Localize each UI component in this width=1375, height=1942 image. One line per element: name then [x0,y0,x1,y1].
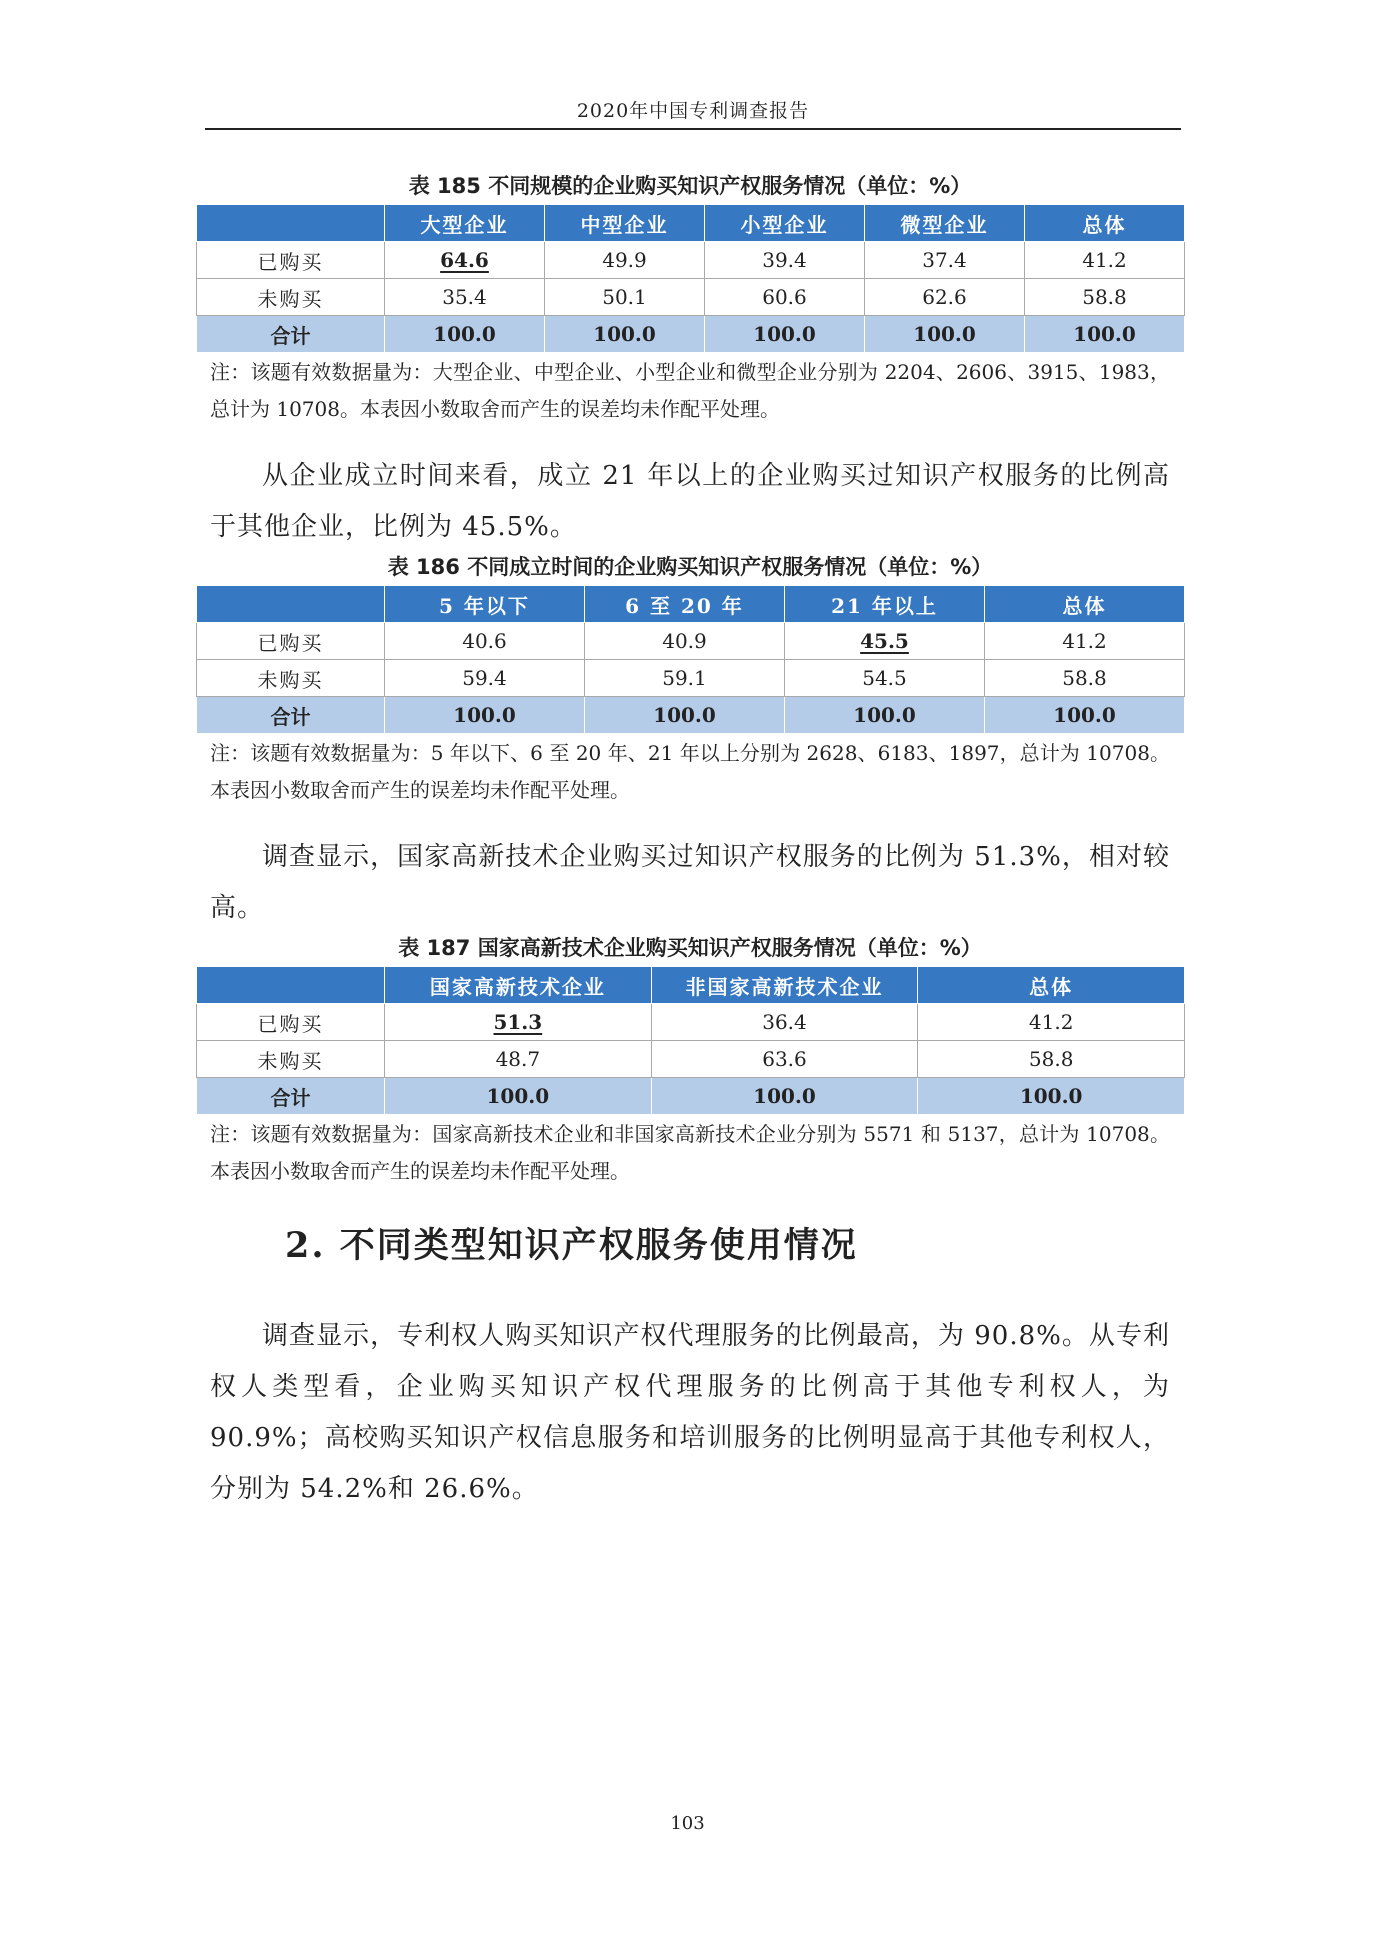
row-label: 已购买 [197,242,385,279]
table-corner-cell [197,205,385,242]
page-number: 103 [670,1813,705,1834]
table-cell: 58.8 [1025,279,1185,316]
column-header: 大型企业 [385,205,545,242]
table-cell: 100.0 [705,316,865,353]
row-label: 已购买 [197,623,385,660]
table-cell: 100.0 [651,1078,918,1115]
body-paragraph: 从企业成立时间来看，成立 21 年以上的企业购买过知识产权服务的比例高于其他企业，比例为 45.5%。 [210,461,1170,542]
table-cell: 50.1 [545,279,705,316]
running-header: 2020年中国专利调查报告 [576,100,810,122]
table-header-row [197,967,1185,1004]
column-header: 21 年以上 [785,586,985,623]
column-header: 6 至 20 年 [585,586,785,623]
table-187-note: 注：该题有效数据量为：国家高新技术企业和非国家高新技术企业分别为 5571 和 5137，总计为 10708。本表因小数取舍而产生的误差均未作配平处理。 [210,1122,1170,1183]
table-187-caption: 表 187 国家高新技术企业购买知识产权服务情况（单位：%） [398,936,982,960]
table-cell: 39.4 [705,242,865,279]
row-label: 未购买 [197,1041,385,1078]
column-header: 微型企业 [865,205,1025,242]
header-rule [205,128,1181,130]
highlighted-value: 64.6 [440,248,489,272]
section-heading: 2. 不同类型知识产权服务使用情况 [285,1225,858,1266]
column-header: 5 年以下 [385,586,585,623]
column-header: 总体 [918,967,1185,1004]
row-label: 合计 [197,697,385,734]
table-cell: 59.1 [585,660,785,697]
table-cell: 60.6 [705,279,865,316]
table-corner-cell [197,586,385,623]
table-corner-cell [197,967,385,1004]
table-cell: 100.0 [918,1078,1185,1115]
table-185 [196,204,1185,353]
table-total-row [197,316,1185,353]
table-cell: 100.0 [385,1078,652,1115]
row-label: 已购买 [197,1004,385,1041]
body-paragraph: 调查显示，国家高新技术企业购买过知识产权服务的比例为 51.3%，相对较高。 [210,842,1170,923]
table-row [197,279,1185,316]
table-187 [196,966,1185,1115]
table-cell: 40.9 [585,623,785,660]
table-row [197,242,1185,279]
table-cell: 100.0 [1025,316,1185,353]
highlighted-value: 45.5 [860,629,909,653]
table-cell: 49.9 [545,242,705,279]
table-cell: 100.0 [585,697,785,734]
table-cell: 63.6 [651,1041,918,1078]
column-header: 总体 [985,586,1185,623]
table-cell [785,623,985,660]
table-cell: 54.5 [785,660,985,697]
table-total-row [197,697,1185,734]
highlighted-value: 51.3 [493,1010,543,1034]
table-cell: 36.4 [651,1004,918,1041]
table-header-row [197,586,1185,623]
table-cell: 37.4 [865,242,1025,279]
body-paragraph: 调查显示，专利权人购买知识产权代理服务的比例最高，为 90.8%。从专利权人类型看，企业购买知识产权代理服务的比例高于其他专利权人，为 90.9%；高校购买知识产权信息服务和培训服务的比例明显高于其他专利权人，分别为 54.2%和 26.6%。 [210,1321,1170,1504]
table-cell: 48.7 [385,1041,652,1078]
table-cell: 100.0 [785,697,985,734]
table-cell: 35.4 [385,279,545,316]
table-total-row [197,1078,1185,1115]
row-label: 合计 [197,316,385,353]
row-label: 未购买 [197,660,385,697]
column-header: 国家高新技术企业 [385,967,652,1004]
table-cell: 41.2 [985,623,1185,660]
table-row [197,660,1185,697]
column-header: 小型企业 [705,205,865,242]
table-cell: 100.0 [545,316,705,353]
row-label: 未购买 [197,279,385,316]
table-186 [196,585,1185,734]
table-header-row [197,205,1185,242]
table-186-note: 注：该题有效数据量为：5 年以下、6 至 20 年、21 年以上分别为 2628、6183、1897，总计为 10708。本表因小数取舍而产生的误差均未作配平处理。 [210,741,1170,802]
table-cell: 41.2 [918,1004,1185,1041]
table-row [197,1041,1185,1078]
table-cell: 58.8 [918,1041,1185,1078]
table-cell: 100.0 [865,316,1025,353]
table-186-caption: 表 186 不同成立时间的企业购买知识产权服务情况（单位：%） [387,555,993,579]
table-cell: 62.6 [865,279,1025,316]
table-185-caption: 表 185 不同规模的企业购买知识产权服务情况（单位：%） [408,174,972,198]
table-row [197,1004,1185,1041]
column-header: 总体 [1025,205,1185,242]
table-cell: 58.8 [985,660,1185,697]
table-cell [385,242,545,279]
column-header: 非国家高新技术企业 [651,967,918,1004]
table-cell: 59.4 [385,660,585,697]
table-cell: 100.0 [385,697,585,734]
row-label: 合计 [197,1078,385,1115]
table-cell: 40.6 [385,623,585,660]
table-cell: 100.0 [985,697,1185,734]
column-header: 中型企业 [545,205,705,242]
table-row [197,623,1185,660]
table-cell [385,1004,652,1041]
table-cell: 100.0 [385,316,545,353]
table-185-note: 注：该题有效数据量为：大型企业、中型企业、小型企业和微型企业分别为 2204、2606、3915、1983，总计为 10708。本表因小数取舍而产生的误差均未作配平处理。 [210,360,1170,421]
table-cell: 41.2 [1025,242,1185,279]
